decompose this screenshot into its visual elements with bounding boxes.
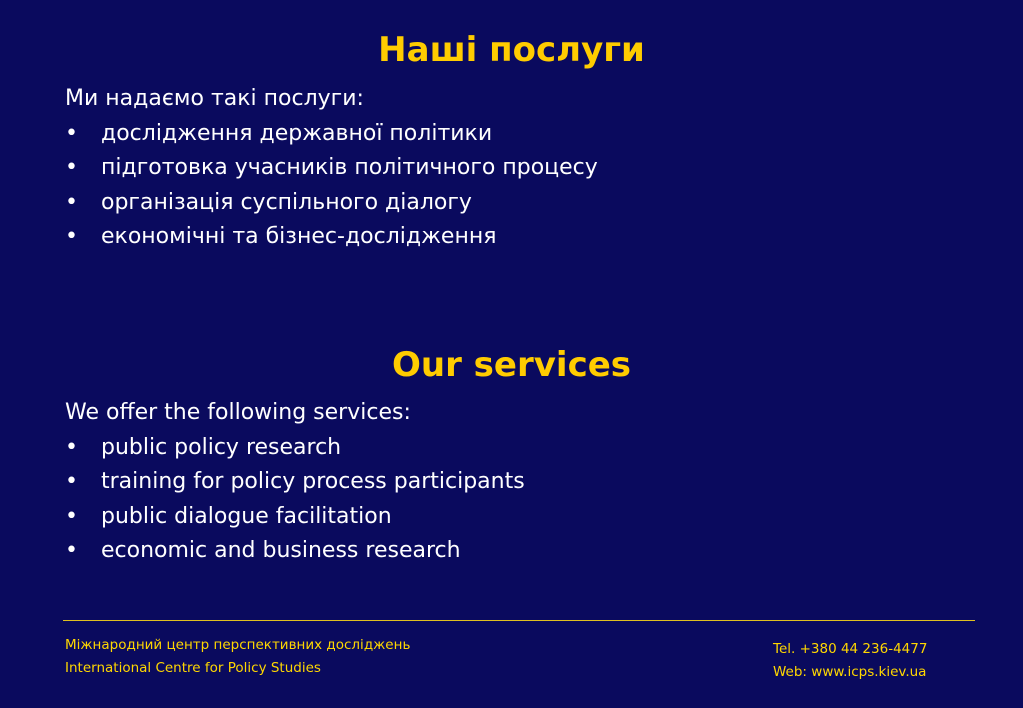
footer-organization <box>65 634 410 680</box>
list-item <box>65 465 965 500</box>
bullet-icon: • <box>65 120 78 146</box>
website-link[interactable]: Web: www.icps.kiev.ua <box>773 664 927 680</box>
list-item-label: дослідження державної політики <box>101 120 493 146</box>
list-item-label: організація суспільного діалогу <box>101 189 472 215</box>
list-item <box>65 431 965 466</box>
organization-name-english: International Centre for Policy Studies <box>65 660 321 676</box>
bullet-icon: • <box>65 469 78 494</box>
services-list-english <box>65 431 965 569</box>
list-item <box>65 151 965 186</box>
title-ukrainian: Наші послуги <box>378 30 645 70</box>
list-item-label: public policy research <box>101 434 342 460</box>
intro-english: We offer the following services: <box>65 400 411 425</box>
bullet-icon: • <box>65 224 78 249</box>
bullet-icon: • <box>65 155 78 180</box>
list-item-label: економічні та бізнес-дослідження <box>101 224 497 249</box>
list-item-label: public dialogue facilitation <box>101 503 392 529</box>
list-item-label: підготовка учасників політичного процесу <box>101 155 598 180</box>
list-item-label: economic and business research <box>101 538 461 563</box>
footer-contacts <box>773 638 927 684</box>
bullet-icon: • <box>65 434 78 460</box>
list-item <box>65 117 965 152</box>
services-english <box>65 396 965 569</box>
organization-name-ukrainian: Міжнародний центр перспективних досліджень <box>65 637 411 653</box>
title-english: Our services <box>391 345 632 385</box>
bullet-icon: • <box>65 189 78 215</box>
footer-divider <box>63 620 975 621</box>
list-item <box>65 534 965 569</box>
telephone: Tel. +380 44 236-4477 <box>773 641 928 657</box>
list-item <box>65 500 965 535</box>
services-list-ukrainian <box>65 117 965 255</box>
services-ukrainian <box>65 82 965 255</box>
list-item <box>65 220 965 255</box>
bullet-icon: • <box>65 538 78 563</box>
list-item <box>65 186 965 221</box>
intro-ukrainian: Ми надаємо такі послуги: <box>65 86 364 111</box>
bullet-icon: • <box>65 503 78 529</box>
list-item-label: training for policy process participants <box>101 469 525 494</box>
